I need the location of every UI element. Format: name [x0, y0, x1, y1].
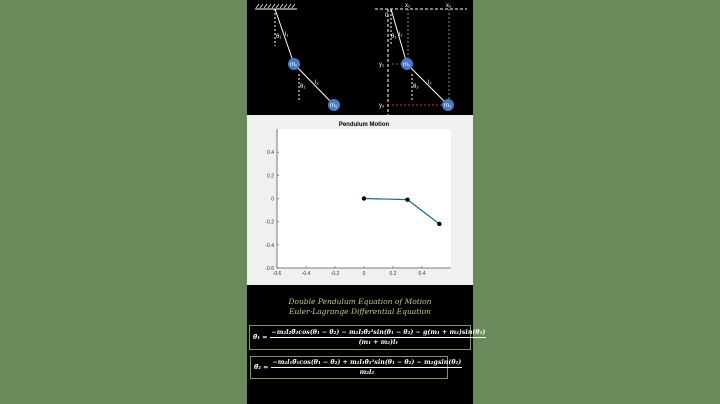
x-tick-label: 0 [362, 271, 366, 277]
label-x1: x₁ [405, 3, 411, 9]
y-tick-label: 0.2 [267, 173, 274, 180]
y-tick-label: 0.4 [267, 150, 274, 157]
label-m2-right: m₂ [444, 103, 452, 109]
y-tick-label: -0.2 [265, 219, 274, 226]
chart-title: Pendulum Motion [338, 122, 390, 128]
y-tick-label: -0.6 [265, 266, 274, 272]
label-l1: l₁ [285, 32, 289, 38]
equation-theta1 [249, 325, 486, 350]
equation-lhs: θ̈₁ = [253, 334, 268, 341]
x-tick-label: 0.2 [389, 271, 397, 277]
equation-theta2 [250, 356, 462, 379]
label-theta1: θ₁ [276, 34, 282, 40]
y-tick-label: 0 [271, 196, 274, 203]
label-theta1-right: θ₁ [391, 34, 397, 40]
pendulum-diagram [247, 0, 473, 115]
label-y2: y₂ [379, 103, 385, 109]
label-y1: y₁ [379, 62, 385, 68]
equation-numerator: −m₂l₂θ̈₂cos(θ₁ − θ₂) − m₂l₂θ̇₂²sin(θ₁ − θ₂) − g(m₁ + m₂)sin(θ₁) [271, 329, 486, 336]
caption-subtitle: Euler-Lagrange Differential Equation [288, 307, 432, 316]
label-x2: x₂ [446, 3, 452, 9]
plot-figure [247, 115, 473, 285]
label-m1: m₁ [290, 62, 298, 68]
pendulum-point [405, 197, 409, 201]
equation-denominator: m₂l₂ [359, 369, 375, 376]
pendulum-point [437, 222, 441, 226]
label-m2: m₂ [330, 103, 338, 109]
x-tick-label: -0.6 [272, 271, 282, 277]
x-tick-label: -0.2 [330, 271, 340, 277]
x-tick-label: -0.4 [301, 271, 311, 277]
label-l2-right: l₂ [428, 80, 432, 86]
label-origin: 0 [385, 13, 389, 19]
equation-lhs: θ̈₂ = [254, 364, 269, 371]
label-l2: l₂ [315, 80, 319, 86]
pendulum-point [362, 196, 366, 200]
label-m1-right: m₁ [403, 62, 411, 68]
x-tick-label: 0.4 [418, 271, 426, 277]
label-theta2-right: θ₂ [413, 84, 419, 90]
equation-denominator: (m₁ + m₂)l₁ [358, 339, 399, 346]
y-tick-label: -0.4 [265, 242, 274, 249]
caption-title: Double Pendulum Equation of Motion [288, 297, 432, 306]
pendulum-motion-chart [247, 115, 473, 285]
label-theta2: θ₂ [300, 84, 306, 90]
label-l1-right: l₁ [399, 32, 403, 38]
video-panel [247, 0, 486, 404]
equation-numerator: −m₂l₁θ̈₁cos(θ₁ − θ₂) + m₂l₁θ̇₁²sin(θ₁ − θ₂) − m₂gsin(θ₂) [272, 359, 462, 366]
